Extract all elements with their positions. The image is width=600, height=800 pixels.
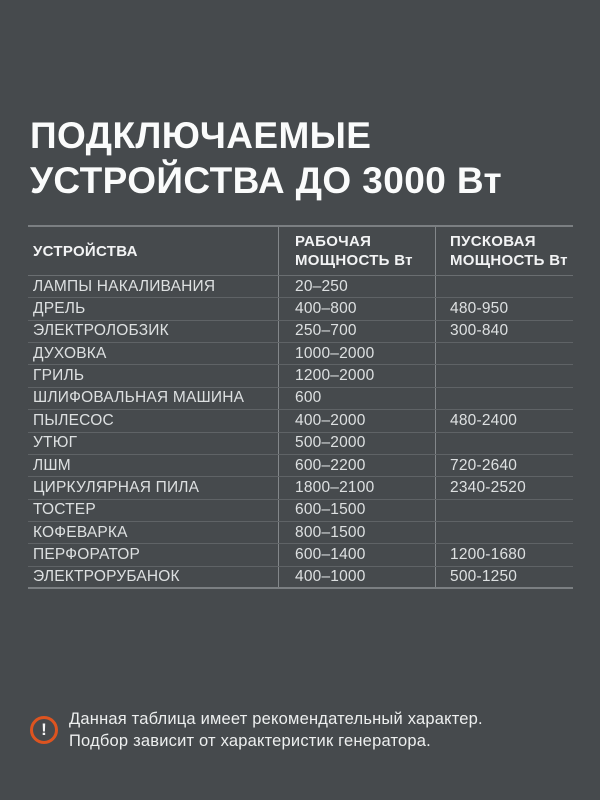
- working-power-cell: 400–2000: [278, 410, 435, 431]
- starting-power-cell: [435, 433, 573, 454]
- working-power-cell: 20–250: [278, 276, 435, 297]
- table-row: [28, 276, 573, 298]
- device-name-cell: ШЛИФОВАЛЬНАЯ МАШИНА: [33, 389, 245, 407]
- device-name-cell: КОФЕВАРКА: [33, 523, 128, 541]
- working-power-cell: 600: [278, 388, 435, 409]
- device-name-cell: ДУХОВКА: [33, 344, 107, 362]
- table-row: [28, 343, 573, 365]
- working-power-cell: 500–2000: [278, 433, 435, 454]
- device-name-cell: ЛАМПЫ НАКАЛИВАНИЯ: [33, 277, 216, 295]
- starting-power-cell: [435, 343, 573, 364]
- device-name-cell: ПЕРФОРАТОР: [33, 545, 141, 563]
- power-table: [28, 225, 573, 589]
- device-name-cell: ГРИЛЬ: [33, 367, 85, 385]
- starting-power-cell: [435, 500, 573, 521]
- working-power-cell: 1200–2000: [278, 365, 435, 386]
- title-line-2: УСТРОЙСТВА ДО 3000 Вт: [30, 160, 503, 201]
- starting-power-cell: 500-1250: [435, 567, 573, 587]
- table-row: [28, 365, 573, 387]
- device-name-cell: ДРЕЛЬ: [33, 300, 86, 318]
- starting-power-cell: 480-950: [435, 298, 573, 319]
- disclaimer-line-1: Данная таблица имеет рекомендательный характер.: [69, 710, 483, 728]
- starting-power-cell: [435, 365, 573, 386]
- working-power-cell: 600–1500: [278, 500, 435, 521]
- header-starting-power: ПУСКОВАЯ МОЩНОСТЬ Вт: [435, 227, 573, 275]
- working-power-cell: 800–1500: [278, 522, 435, 543]
- table-row: [28, 410, 573, 432]
- device-name-cell: ТОСТЕР: [33, 501, 96, 519]
- device-name-cell: ЭЛЕКТРОЛОБЗИК: [33, 322, 169, 340]
- table-row: [28, 544, 573, 566]
- working-power-cell: 1800–2100: [278, 477, 435, 498]
- device-name-cell: ЦИРКУЛЯРНАЯ ПИЛА: [33, 478, 200, 496]
- starting-power-cell: 720-2640: [435, 455, 573, 476]
- working-power-cell: 400–800: [278, 298, 435, 319]
- device-name-cell: УТЮГ: [33, 434, 78, 452]
- starting-power-cell: 1200-1680: [435, 544, 573, 565]
- device-name-cell: ЭЛЕКТРОРУБАНОК: [33, 567, 180, 585]
- title-line-1: ПОДКЛЮЧАЕМЫЕ: [30, 115, 372, 156]
- table-row: [28, 433, 573, 455]
- disclaimer-line-2: Подбор зависит от характеристик генератора.: [69, 732, 431, 750]
- starting-power-cell: [435, 522, 573, 543]
- starting-power-cell: 2340-2520: [435, 477, 573, 498]
- header-devices: УСТРОЙСТВА: [33, 242, 138, 260]
- device-name-cell: ПЫЛЕСОС: [33, 411, 114, 429]
- table-row: [28, 522, 573, 544]
- disclaimer-text: [69, 708, 483, 752]
- working-power-cell: 400–1000: [278, 567, 435, 587]
- working-power-cell: 600–2200: [278, 455, 435, 476]
- working-power-cell: 600–1400: [278, 544, 435, 565]
- header-working-power: РАБОЧАЯ МОЩНОСТЬ Вт: [278, 227, 435, 275]
- working-power-cell: 1000–2000: [278, 343, 435, 364]
- table-row: [28, 388, 573, 410]
- working-power-cell: 250–700: [278, 321, 435, 342]
- page-title: [30, 113, 575, 203]
- table-row: [28, 321, 573, 343]
- table-row: [28, 477, 573, 499]
- table-row: [28, 455, 573, 477]
- starting-power-cell: 300-840: [435, 321, 573, 342]
- disclaimer-note: [30, 708, 483, 752]
- starting-power-cell: [435, 388, 573, 409]
- table-row: [28, 298, 573, 320]
- starting-power-cell: [435, 276, 573, 297]
- starting-power-cell: 480-2400: [435, 410, 573, 431]
- table-row: [28, 567, 573, 589]
- device-name-cell: ЛШМ: [33, 456, 71, 474]
- warning-exclamation-icon: !: [30, 716, 58, 744]
- table-row: [28, 500, 573, 522]
- table-body: [28, 276, 573, 589]
- table-header-row: [28, 225, 573, 276]
